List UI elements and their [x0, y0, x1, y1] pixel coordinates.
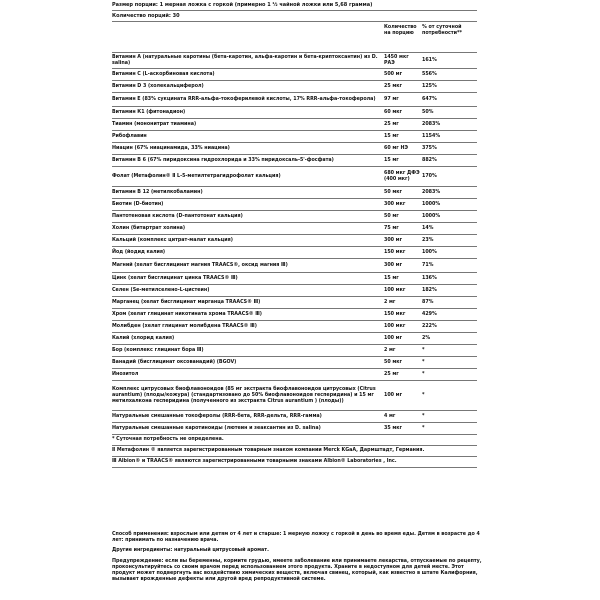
nutrient-name: Витамин В 6 (67% пиридоксина гидрохлорида и 33% пиридоксаль-5'-фосфата) [112, 157, 334, 163]
table-row [112, 69, 477, 81]
table-row [112, 369, 477, 381]
nutrient-daily-value: 87% [422, 299, 434, 305]
nutrient-amount: 50 мкг [384, 359, 403, 365]
table-row [112, 333, 477, 345]
nutrient-daily-value: 170% [422, 173, 437, 179]
nutrient-amount: 60 мкг [384, 109, 403, 115]
nutrient-daily-value: * [422, 392, 425, 398]
nutrient-name: Ванадий (бисглицинат оксованадий) (BGOV) [112, 359, 237, 365]
nutrient-amount: 25 мкг [384, 83, 403, 89]
table-row [112, 93, 477, 107]
table-row [112, 235, 477, 247]
nutrient-amount: 75 мг [384, 225, 399, 231]
nutrient-daily-value: 50% [422, 109, 434, 115]
nutrient-name: Кальций (комплекс цитрат-малат кальция) [112, 237, 233, 243]
table-row [112, 381, 477, 411]
nutrient-name: Витамин D 3 (холекальциферол) [112, 83, 204, 89]
table-row [112, 411, 477, 423]
nutrient-name: Калий (хлорид калия) [112, 335, 175, 341]
nutrient-amount: 50 мг [384, 213, 399, 219]
amount-header: Количество на порцию [384, 25, 417, 36]
nutrient-amount: 680 мкг ДФЭ (400 мкг) [384, 170, 420, 182]
nutrient-amount: 100 мкг [384, 287, 406, 293]
nutrient-name: Селен (Se-метилселено-L-цистеин) [112, 287, 210, 293]
nutrient-amount: 1450 мкг РАЭ [384, 54, 409, 66]
nutrient-name: Хром (хелат глицинат никотината хрома TRAACS® Ⅲ) [112, 311, 262, 317]
table-row [112, 131, 477, 143]
nutrient-daily-value: 1000% [422, 213, 441, 219]
nutrient-daily-value: 125% [422, 83, 437, 89]
nutrient-daily-value: 2% [422, 335, 431, 341]
nutrient-name: Фолат (Метафолин® Ⅱ L-5-метилтетрагидрофолат кальция) [112, 173, 281, 179]
other-ingredients: Другие ингредиенты: натуральный цитрусовый аромат. [112, 548, 269, 554]
usage-text: Способ применения: взрослым или детям от 4 лет и старше: 1 мерную ложку с горкой в день во время еды. Детям в возрасте до 4 лет: принимать по назначению врача. [112, 532, 480, 544]
nutrient-daily-value: 1000% [422, 201, 441, 207]
nutrient-amount: 100 мг [384, 392, 403, 398]
supplement-facts-panel [112, 0, 477, 468]
nutrient-daily-value: 14% [422, 225, 434, 231]
nutrient-name: Пантотеновая кислота (D-пантотонат кальция) [112, 213, 243, 219]
nutrient-amount: 150 мкг [384, 311, 406, 317]
table-row [112, 53, 477, 69]
nutrient-name: Витамин К1 (фитонадион) [112, 109, 186, 115]
warning-text: Предупреждение: если вы беременны, кормите грудью, имеете заболевание или принимаете лекарства, отпускаемые по рецепту, проконсультируйтесь со своим врачом перед использованием этого продукта. Храните в недоступном для детей месте. Этот продукт может подвергнуть вас воздействию химических веществ, включая свинец, который, как известно в штате Калифорния, вызывает врожденные дефекты или другой вред репродуктивной системе. [112, 558, 482, 583]
nutrient-amount: 150 мкг [384, 249, 406, 255]
nutrient-name: Магний (хелат бисглицинат магния TRAACS®, оксид магния Ⅲ) [112, 262, 288, 268]
nutrient-daily-value: 222% [422, 323, 437, 329]
product-info [112, 532, 487, 587]
nutrient-name: Марганец (хелат бисглицинат марганца TRAACS® Ⅲ) [112, 299, 261, 305]
nutrient-amount: 2 мг [384, 347, 396, 353]
nutrient-name: Витамин А (натуральные каротины (бета-каротин, альфа-каротин и бета-криптоксантин) из D. salina) [112, 54, 378, 66]
nutrient-name: Рибофлавин [112, 133, 147, 139]
nutrient-daily-value: * [422, 413, 425, 419]
nutrient-daily-value: * [422, 371, 425, 377]
table-row [112, 247, 477, 259]
nutrient-name: Холин (битартрат холина) [112, 225, 186, 231]
servings-per-container: Количество порций: 30 [112, 11, 477, 22]
nutrient-daily-value: 429% [422, 311, 437, 317]
table-row [112, 423, 477, 435]
nutrient-amount: 15 мг [384, 275, 399, 281]
nutrient-daily-value: 100% [422, 249, 437, 255]
nutrient-name: Цинк (хелат бисглицинат цинка TRAACS® Ⅲ) [112, 275, 238, 281]
nutrient-table [112, 53, 477, 435]
nutrient-amount: 35 мкг [384, 425, 403, 431]
nutrient-amount: 60 мг НЭ [384, 145, 408, 151]
table-row [112, 321, 477, 333]
column-headers [112, 22, 477, 53]
nutrient-amount: 500 мг [384, 71, 403, 77]
table-row [112, 285, 477, 297]
nutrient-name: Комплекс цитрусовых биофлавоноидов (85 мг экстракта биофлавоноидов цитрусовых (Citrus aurantium) (плоды/кожура) (стандартизовано до 50% биофлавоноидов гесперидина) и 15 мг метилхалкона гесперидина (полученного из экстракта Citrus aurantium ) (плоды)) [112, 386, 376, 404]
table-row [112, 273, 477, 285]
table-row [112, 81, 477, 93]
nutrient-name: Витамин В 12 (метилкобаламин) [112, 189, 203, 195]
daily-value-header: % от суточной потребности** [422, 25, 463, 36]
nutrient-daily-value: 71% [422, 262, 434, 268]
table-row [112, 107, 477, 119]
nutrient-daily-value: 2083% [422, 121, 441, 127]
table-row [112, 155, 477, 167]
nutrient-daily-value: * [422, 347, 425, 353]
nutrient-name: Витамин Е (83% сукцината RRR-альфа-токоферилевой кислоты, 17% RRR-альфа-токоферола) [112, 96, 376, 102]
table-row [112, 259, 477, 273]
table-row [112, 223, 477, 235]
nutrient-daily-value: 375% [422, 145, 437, 151]
nutrient-daily-value: 2083% [422, 189, 441, 195]
table-row [112, 143, 477, 155]
nutrient-amount: 50 мкг [384, 189, 403, 195]
table-row [112, 309, 477, 321]
nutrient-name: Биотин (D-биотин) [112, 201, 164, 207]
nutrient-daily-value: * [422, 425, 425, 431]
table-row [112, 297, 477, 309]
nutrient-amount: 2 мг [384, 299, 396, 305]
table-row [112, 167, 477, 187]
nutrient-name: Натуральные смешанные каротиноиды (лютеин и зеаксантин из D. salina) [112, 425, 321, 431]
nutrient-amount: 300 мкг [384, 201, 406, 207]
nutrient-daily-value: 182% [422, 287, 437, 293]
nutrient-daily-value: 23% [422, 237, 434, 243]
nutrient-daily-value: 647% [422, 96, 437, 102]
nutrient-daily-value: * [422, 359, 425, 365]
table-row [112, 345, 477, 357]
nutrient-amount: 25 мг [384, 371, 399, 377]
nutrient-daily-value: 136% [422, 275, 437, 281]
footnote-metafolin: Ⅱ Метафолин ® является зарегистрированным товарным знаком компании Merck KGaA, Дармштадт, Германия. [112, 446, 477, 457]
nutrient-amount: 300 мг [384, 237, 403, 243]
table-row [112, 199, 477, 211]
nutrient-amount: 25 мг [384, 121, 399, 127]
nutrient-name: Инозитол [112, 371, 139, 377]
footnote-daily-value: * Суточная потребность не определена. [112, 435, 477, 446]
nutrient-amount: 15 мг [384, 157, 399, 163]
nutrient-name: Ниацин (67% ниацинамида, 33% ниацина) [112, 145, 230, 151]
nutrient-daily-value: 1154% [422, 133, 441, 139]
footnote-albion: Ⅲ Albion® и TRAACS® являются зарегистрированными товарными знаками Albion® Laboratories , Inc. [112, 457, 477, 468]
table-row [112, 211, 477, 223]
nutrient-name: Бор (комплекс глицинат бора Ⅲ) [112, 347, 204, 353]
nutrient-name: Тиамин (мононитрат тиамина) [112, 121, 197, 127]
table-row [112, 187, 477, 199]
nutrient-daily-value: 556% [422, 71, 437, 77]
table-row [112, 119, 477, 131]
nutrient-name: Витамин С (L-аскорбиновая кислота) [112, 71, 215, 77]
nutrient-amount: 97 мг [384, 96, 399, 102]
serving-size: Размер порции: 1 мерная ложка с горкой (примерно 1 ½ чайной ложки или 5,68 грамма) [112, 0, 477, 11]
nutrient-name: Йод (йодид калия) [112, 249, 166, 255]
nutrient-amount: 100 мг [384, 335, 403, 341]
nutrient-name: Молибден (хелат глицинат молибдена TRAACS® Ⅲ) [112, 323, 257, 329]
nutrient-daily-value: 882% [422, 157, 437, 163]
nutrient-daily-value: 161% [422, 57, 437, 63]
nutrient-amount: 15 мг [384, 133, 399, 139]
nutrient-name: Натуральные смешанные токоферолы (RRR-бета, RRR-дельта, RRR-гамма) [112, 413, 322, 419]
nutrient-amount: 300 мг [384, 262, 403, 268]
nutrient-amount: 100 мкг [384, 323, 406, 329]
table-row [112, 357, 477, 369]
nutrient-amount: 4 мг [384, 413, 396, 419]
